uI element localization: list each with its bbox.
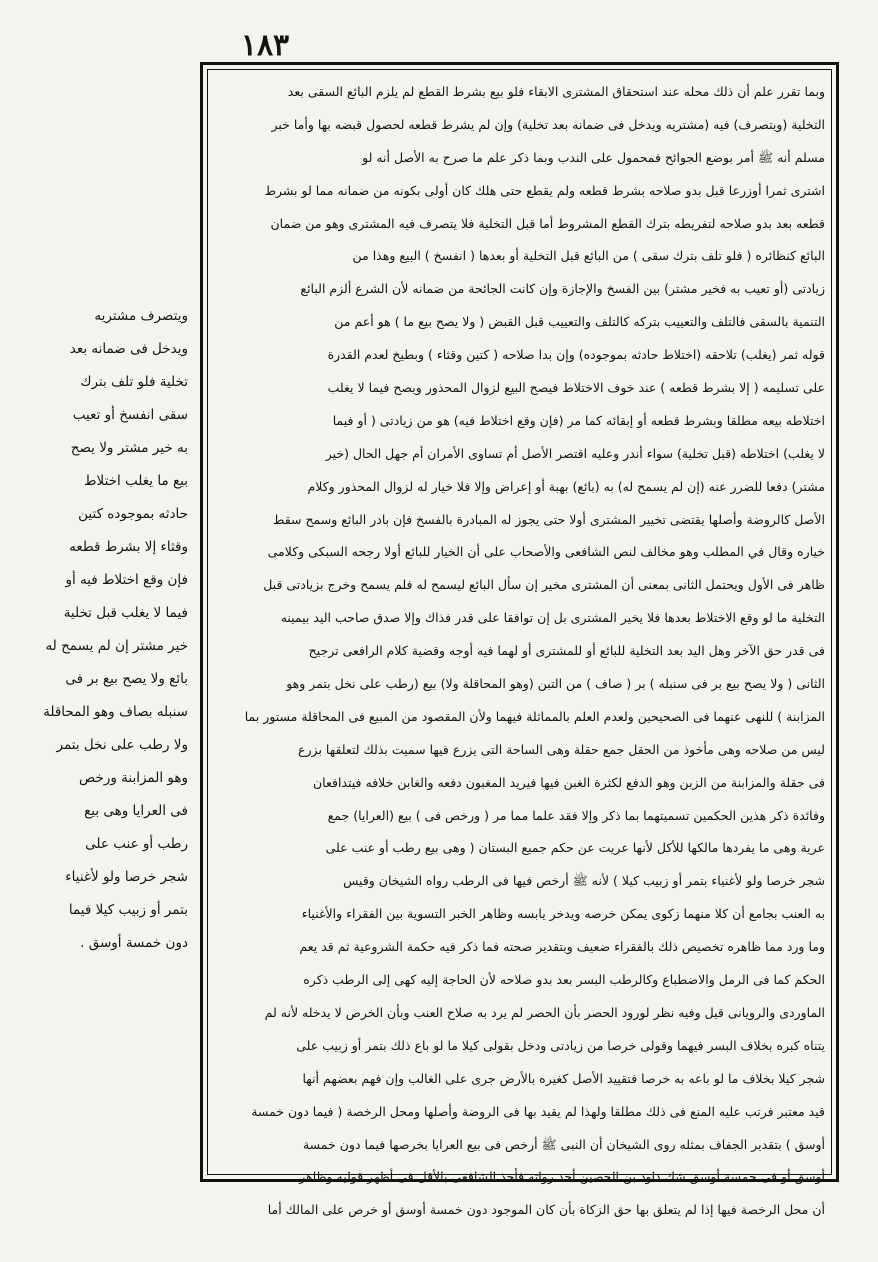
margin-text-line: بتمر أو زبيب كيلا فيما xyxy=(68,902,188,918)
main-text-line: ظاهر فى الأول ويحتمل الثانى بمعنى أن المشترى مخير إن سأل البائع ليسمح له فلم يسمح وخرج بزيادتى قبل xyxy=(263,577,825,593)
margin-text-line: فإن وقع اختلاط فيه أو xyxy=(65,572,188,588)
main-text-line: اشترى ثمرا أوزرعا قبل بدو صلاحه بشرط قطعه ولم يقطع حتى هلك كان أولى بكونه من ضمانه مما لو بشرط xyxy=(264,182,825,198)
margin-text-line: ويتصرف مشتريه xyxy=(94,308,188,324)
main-text-line: أوسق ) بتقدير الجفاف بمثله روى الشيخان أن النبى ﷺ أرخص فى بيع العرايا بخرصها فيما دون خمسة xyxy=(302,1136,825,1152)
margin-text-line: بائع ولا يصح بيع بر فى xyxy=(65,671,188,687)
main-text-line: أن محل الرخصة فيها إذا لم يتعلق بها حق الزكاة بأن كان الموجود دون خمسة أوسق أو خرص على المالك أما xyxy=(267,1202,825,1218)
margin-text-line: به خير مشتر ولا يصح xyxy=(70,440,188,456)
main-text-line: الثانى ( ولا يصح بيع بر فى سنبله ) بر ( صاف ) من التبن (وهو المحاقلة ولا) بيع (رطب على نخل بتمر وهو xyxy=(286,676,825,692)
main-text-line: وما ورد مما ظاهره تخصيص ذلك بالفقراء ضعيف وبتقدير صحته فما ذكر فيه حكمة الشروعية ثم قد يعم xyxy=(299,939,825,955)
main-text-line: التنمية بالسقى فالتلف والتعييب بتركه كالتلف والتعييب قبل القبض ( ولا يصح بيع ما ) هو أعم من xyxy=(334,314,825,330)
margin-text-line: سقى انفسخ أو تعيب xyxy=(72,407,188,423)
margin-text-line: ولا رطب على نخل بتمر xyxy=(56,737,188,753)
main-text-line: وبما تقرر علم أن ذلك محله عند استحقاق المشترى الابقاء فلو بيع بشرط القطع لم يلزم البائع السقى بعد xyxy=(287,84,825,99)
main-text-line: قيد معتبر فرتب عليه المنع فى ذلك مطلقا ولهذا لم يقيد بها فى الروضة وأصلها ومحل الرخصة ( فيما دون خمسة xyxy=(251,1103,825,1119)
margin-text-line: رطب أو عنب على xyxy=(85,836,188,852)
main-text-line: عرية وهى ما يفردها مالكها للأكل لأنها عريت عن حكم جميع البستان ( وهى بيع رطب أو عنب على xyxy=(325,840,825,856)
margin-text-line: ويدخل فى ضمانه بعد xyxy=(69,341,188,357)
main-text-line: فى حقلة والمزابنة من الزبن وهو الدفع لكثرة الغبن فيها فيريد المغبون دفعه والغابن خلافه فيتدافعان xyxy=(312,774,825,790)
margin-text-line: فى العرايا وهى بيع xyxy=(84,803,188,819)
main-text-line: اختلاطه بيعه مطلقا وبشرط قطعه أو إبقائه كما مر (فإن وقع اختلاط فيه) هو من زيادتى ( أو فيما xyxy=(332,412,825,428)
main-text-line: البائع كنظائره ( فلو تلف بترك سقى ) من البائع قبل التخلية أو بعدها ( انفسخ ) البيع وهذا من xyxy=(352,248,825,264)
margin-text-line: حادثه بموجوده كتين xyxy=(78,506,188,522)
margin-text-line: دون خمسة أوسق . xyxy=(80,935,188,951)
main-text-line: التخلية ما لو وقع الاختلاط بعدها فلا يخير المشترى بل إن توافقا على قدر فذاك وإلا صدق صاحب اليد بيمينه xyxy=(280,610,825,626)
margin-text-line: وهو المزابنة ورخص xyxy=(78,770,188,786)
page-number: ١٨٣ xyxy=(240,28,290,63)
main-text-line: التخلية (ويتصرف) فيه (مشتريه ويدخل فى ضمانه بعد تخلية) وإن لم يشرط قطعه لحصول قبضه بها وأما خبر xyxy=(271,116,825,132)
margin-text-line: خير مشتر إن لم يسمح له xyxy=(45,638,188,654)
main-text-line: شجر خرصا ولو لأغنياء بتمر أو زبيب كيلا ) لأنه ﷺ أرخص فيها فى الرطب رواه الشيخان وقيس xyxy=(343,873,825,889)
margin-text-line: بيع ما يغلب اختلاط xyxy=(84,473,188,489)
main-text-line: أوسق أو فى خمسة أوسق شك داود بن الحصين أحد رواته فأخذ الشافعى بالأقل فى أظهر قوليه وظاهر xyxy=(299,1169,825,1185)
main-text-line: زيادتى (أو تعيب به فخير مشتر) بين الفسخ والإجازة وإن كانت الجائحة من ضمانه لأن الشرع ألزم البائع xyxy=(300,281,825,297)
main-text-line: الحكم كما فى الرمل والاضطباع وكالرطب البسر بعد بدو صلاحه لأن الحاجة إليه كهى إلى الرطب ذكره xyxy=(303,972,825,988)
main-text-line: الأصل كالروضة وأصلها يقتضى تخيير المشترى أولا حتى يجوز له المبادرة بالفسخ فإن بادر البائع وسمح سقط xyxy=(272,511,825,527)
main-text-line: قطعه بعد بدو صلاحه لتفريطه بترك القطع المشروط أما قبل التخلية فلا يتصرف فيه المشترى وهو من ضمان xyxy=(270,215,825,231)
main-text-line: الماوردى والرويانى قيل وفيه نظر لورود الحصر بأن الحصر لم يرد به صلاح العنب وبأن الخرص لا يدخله لأنه لم xyxy=(264,1004,825,1020)
main-text-line: قوله ثمر (يغلب) تلاحقه (اختلاط حادثه بموجوده) وإن بدا صلاحه ( كتين وقثاء ) وبطيخ لعدم القدرة xyxy=(327,347,825,363)
margin-text-line: وقثاء إلا بشرط قطعه xyxy=(69,539,188,555)
margin-text-line: شجر خرصا ولو لأغنياء xyxy=(65,869,188,885)
main-text-line: مسلم أنه ﷺ أمر بوضع الجوائح فمحمول على الندب وبما ذكر علم ما صرح به الأصل أنه لو xyxy=(362,149,825,165)
main-text-line: شجر كيلا بخلاف ما لو باعه به خرصا فتقييد الأصل كغيره بالأرض جرى على الغالب وإن فهم بعضهم أنها xyxy=(302,1070,825,1086)
margin-text-line: تخلية فلو تلف بترك xyxy=(80,374,188,390)
main-text-line: به العنب بجامع أن كلا منهما زكوى يمكن خرصه ويدخر يابسه وظاهر الخبر التسوية بين الفقراء والأغنياء xyxy=(301,906,825,922)
margin-matn-text xyxy=(28,300,188,960)
main-text-line: وفائدة ذكر هذين الحكمين تسميتهما بما ذكر وإلا فقد علما مما مر ( ورخص فى ) بيع (العرايا) جمع xyxy=(327,807,825,823)
main-commentary-text xyxy=(215,76,825,1218)
margin-text-line: سنبله بصاف وهو المحاقلة xyxy=(43,704,188,720)
main-text-line: على تسليمه ( إلا بشرط قطعه ) عند خوف الاختلاط فيصح البيع لزوال المحذور ويصح فيما لا يغلب xyxy=(327,380,825,396)
main-text-line: يتناه كبره بخلاف البسر فيهما وقولى خرصا من زيادتى ودخل بقولى كيلا ما لو باع ذلك بتمر أو زبيب على xyxy=(296,1037,825,1053)
main-text-line: فى قدر حق الآخر وهل اليد بعد التخلية للبائع أو للمشترى أو لهما فيه أوجه وقضية كلام الرافعى ترجيح xyxy=(308,643,825,659)
main-text-line: مشتر) دفعا للضرر عنه (إن لم يسمح له) به (بائع) بهبة أو إعراض وإلا فلا خيار له لزوال المحذور وكلام xyxy=(307,478,825,494)
margin-text-line: فيما لا يغلب قبل تخلية xyxy=(63,605,188,621)
main-text-line: لا يغلب) اختلاطه (قبل تخلية) سواء أندر وعليه اقتصر الأصل أم تساوى الأمران أم جهل الحال (خير xyxy=(325,445,825,461)
main-text-line: المزابنة ) للنهى عنهما فى الصحيحين ولعدم العلم بالمماثلة فيهما ولأن المقصود من المبيع فى المحاقلة مستور بما xyxy=(244,708,825,724)
main-text-line: خياره وقال في المطلب وهو مخالف لنص الشافعى والأصحاب على أن الخيار للبائع أولا رجحه السبكى وكلامى xyxy=(267,544,825,560)
main-text-line: ليس من صلاحه وهى مأخوذ من الحقل جمع حقلة وهى الساحة التى يزرع فيها سميت بذلك لتعلقها بزرع xyxy=(298,741,825,757)
